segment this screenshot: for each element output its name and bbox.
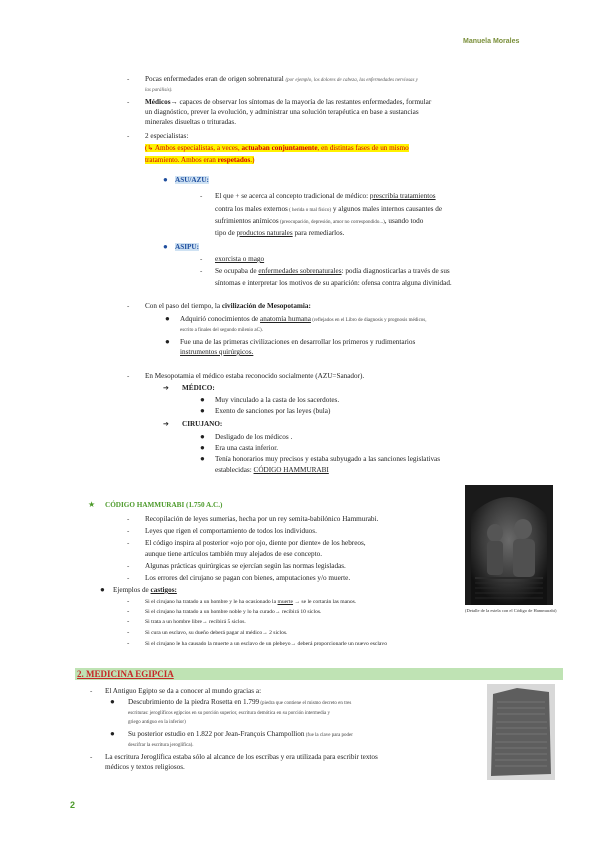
dash-marker: - xyxy=(90,687,93,695)
paragraph-line: Médicos→ capaces de observar los síntomas de la mayoría de las restantes enfermedades, formular xyxy=(145,98,432,106)
paragraph-line: Exento de sanciones por las leyes (bula) xyxy=(215,407,331,415)
paragraph-line: establecidas: CÓDIGO HAMMURABI xyxy=(215,466,329,474)
paragraph-line: exorcista o mago xyxy=(215,255,265,263)
asipu-heading: ASIPU: xyxy=(175,243,199,251)
rosetta-stone-image xyxy=(487,684,555,780)
dash-marker: - xyxy=(127,515,130,523)
bullet: ● xyxy=(200,395,205,404)
paragraph-line: Los errores del cirujano se pagan con bienes, amputaciones y/o muerte. xyxy=(145,574,351,582)
bullet: ● xyxy=(163,175,168,184)
dash-marker: - xyxy=(127,132,130,140)
paragraph-line: tipo de productos naturales para remediarlos. xyxy=(215,229,345,237)
paragraph-line: La escritura Jeroglífica estaba sólo al alcance de los escribas y era utilizada para escribir textos xyxy=(105,753,378,761)
paragraph-line: Fue una de las primeras civilizaciones en desarrollar los primeros y rudimentarios xyxy=(180,338,416,346)
paragraph-line: médicos y textos religiosos. xyxy=(105,763,185,771)
paragraph-line: Pocas enfermedades eran de origen sobrenatural (por ejemplo, los dolores de cabeza, las enfermedades nerviosas y xyxy=(145,75,418,83)
bullet: ● xyxy=(200,454,205,463)
bullet: ● xyxy=(200,406,205,415)
hammurabi-stele-image xyxy=(465,485,553,605)
dash-marker: - xyxy=(127,372,130,380)
dash-marker: - xyxy=(200,255,203,263)
author-header: Manuela Morales xyxy=(463,38,520,45)
section-heading-medicina-egipcia: 2. MEDICINA EGIPCIA xyxy=(75,668,563,680)
highlighted-note: (↳ Ambos especialistas, a veces, actuaban conjuntamente, en distintas fases de un mismo xyxy=(145,144,409,152)
paragraph-line: Leyes que rigen el comportamiento de todos los individuos. xyxy=(145,527,317,535)
paragraph-line: aunque tiene artículos también muy alejados de ese concepto. xyxy=(145,550,323,558)
bullet: ● xyxy=(110,697,115,706)
bullet: ● xyxy=(100,585,105,594)
dash-marker: - xyxy=(127,607,130,615)
paragraph-line: Desligado de los médicos . xyxy=(215,433,293,441)
arrow-icon: ➔ xyxy=(163,384,170,392)
paragraph-line: griego antiguo en la inferior) xyxy=(128,720,186,725)
paragraph-line: El código inspira al posterior «ojo por ojo, diente por diente» de los hebreos, xyxy=(145,539,366,547)
paragraph-line: En Mesopotamia el médico estaba reconocido socialmente (AZU=Sanador). xyxy=(145,372,365,380)
paragraph-line: minerales disueltas o trituradas. xyxy=(145,118,237,126)
dash-marker: - xyxy=(127,628,130,636)
punishment-line: Si trata a un hombre libre→ recibirá 5 siclos. xyxy=(145,619,246,625)
paragraph-line: Ejemplos de castigos: xyxy=(113,586,177,594)
paragraph-line: Adquirió conocimientos de anatomía humana (reflejados en el Libro de diagnosis y prognosis médicos, xyxy=(180,315,427,323)
highlighted-note: tratamiento. Ambos eran respetados.) xyxy=(145,156,255,164)
image-caption: (Detalle de la estela con el Código de Hammurabi) xyxy=(465,608,557,613)
dash-marker: - xyxy=(127,539,130,547)
dash-marker: - xyxy=(127,302,130,310)
dash-marker: - xyxy=(127,75,130,83)
dash-marker: - xyxy=(127,527,130,535)
paragraph-line: escrituras: jeroglíficos egipcios en su porción superior, escritura demótica en su porción intermedia y xyxy=(128,711,330,716)
dash-marker: - xyxy=(127,98,130,106)
paragraph-line: descifrar la escritura jeroglífica). xyxy=(128,743,194,748)
punishment-line: Si cura un esclavo, su dueño deberá pagar al médico→ 2 siclos. xyxy=(145,630,288,636)
bullet: ● xyxy=(200,443,205,452)
paragraph-line: escrito a finales del segundo milenio aC). xyxy=(180,328,263,333)
paragraph-line: instrumentos quirúrgicos. xyxy=(180,348,254,356)
paragraph-line: Algunas prácticas quirúrgicas se ejercían según las normas legisladas. xyxy=(145,562,346,570)
dash-marker: - xyxy=(127,639,130,647)
paragraph-line: Con el paso del tiempo, la civilización de Mesopotamia: xyxy=(145,302,311,310)
dash-marker: - xyxy=(90,753,93,761)
dash-marker: - xyxy=(127,574,130,582)
paragraph-line: las parálisis). xyxy=(145,88,173,93)
paragraph-line: un diagnóstico, prever la evolución, y administrar una solución terapéutica en base a sustancias xyxy=(145,108,419,116)
dash-marker: - xyxy=(200,192,203,200)
paragraph-line: Descubrimiento de la piedra Rosetta en 1.799 (piedra que contiene el mismo decreto en tres xyxy=(128,698,352,706)
hammurabi-title: CÓDIGO HAMMURABI (1.750 A.C.) xyxy=(105,501,223,509)
paragraph-line: Era una casta inferior. xyxy=(215,444,279,452)
paragraph-line: Recopilación de leyes sumerias, hecha por un rey semita-babilónico Hammurabi. xyxy=(145,515,379,523)
bullet: ● xyxy=(110,729,115,738)
bullet: ● xyxy=(165,337,170,346)
arrow-icon: ➔ xyxy=(163,420,170,428)
paragraph-line: Su posterior estudio en 1.822 por Jean-François Champollion (fue la clave para poder xyxy=(128,730,353,738)
paragraph-line: contra los males externos ( herida o mal físico) y algunos males internos causantes de xyxy=(215,205,443,213)
page-number: 2 xyxy=(70,800,76,810)
punishment-line: Si el cirujano ha tratado a un hombre y le ha ocasionado la muerte → se le cortarán las manos. xyxy=(145,599,357,605)
paragraph-line: El Antiguo Egipto se da a conocer al mundo gracias a: xyxy=(105,687,262,695)
cirujano-heading: CIRUJANO: xyxy=(182,420,223,428)
paragraph-line: Muy vinculado a la casta de los sacerdotes. xyxy=(215,396,340,404)
paragraph-line: Tenía honorarios muy precisos y estaba subyugado a las sanciones legislativas xyxy=(215,455,441,463)
bullet: ● xyxy=(165,314,170,323)
paragraph-line: El que + se acerca al concepto tradicional de médico: prescribía tratamientos xyxy=(215,192,436,200)
paragraph-line: síntomas e interpretar los motivos de su aparición: ofensa contra alguna divinidad. xyxy=(215,279,452,287)
paragraph-line: Se ocupaba de enfermedades sobrenaturales: podía diagnosticarlas a través de sus xyxy=(215,267,450,275)
dash-marker: - xyxy=(127,562,130,570)
bullet: ● xyxy=(163,242,168,251)
medico-heading: MÉDICO: xyxy=(182,384,215,392)
punishment-line: Si el cirujano le ha causado la muerte a un esclavo de un plebeyo→ deberá proporcionarle un nuevo esclavo xyxy=(145,641,387,647)
paragraph-line: sufrimientos anímicos (preocupación, depresión, amor no correspondido...), usando todo xyxy=(215,217,424,225)
dash-marker: - xyxy=(127,597,130,605)
star-icon: ★ xyxy=(88,500,96,509)
bullet: ● xyxy=(200,432,205,441)
asu-heading: ASU/AZU: xyxy=(175,176,209,184)
dash-marker: - xyxy=(200,267,203,275)
dash-marker: - xyxy=(127,617,130,625)
paragraph-line: 2 especialistas: xyxy=(145,132,189,140)
punishment-line: Si el cirujano ha tratado a un hombre noble y lo ha curado→ recibirá 10 siclos. xyxy=(145,609,322,615)
